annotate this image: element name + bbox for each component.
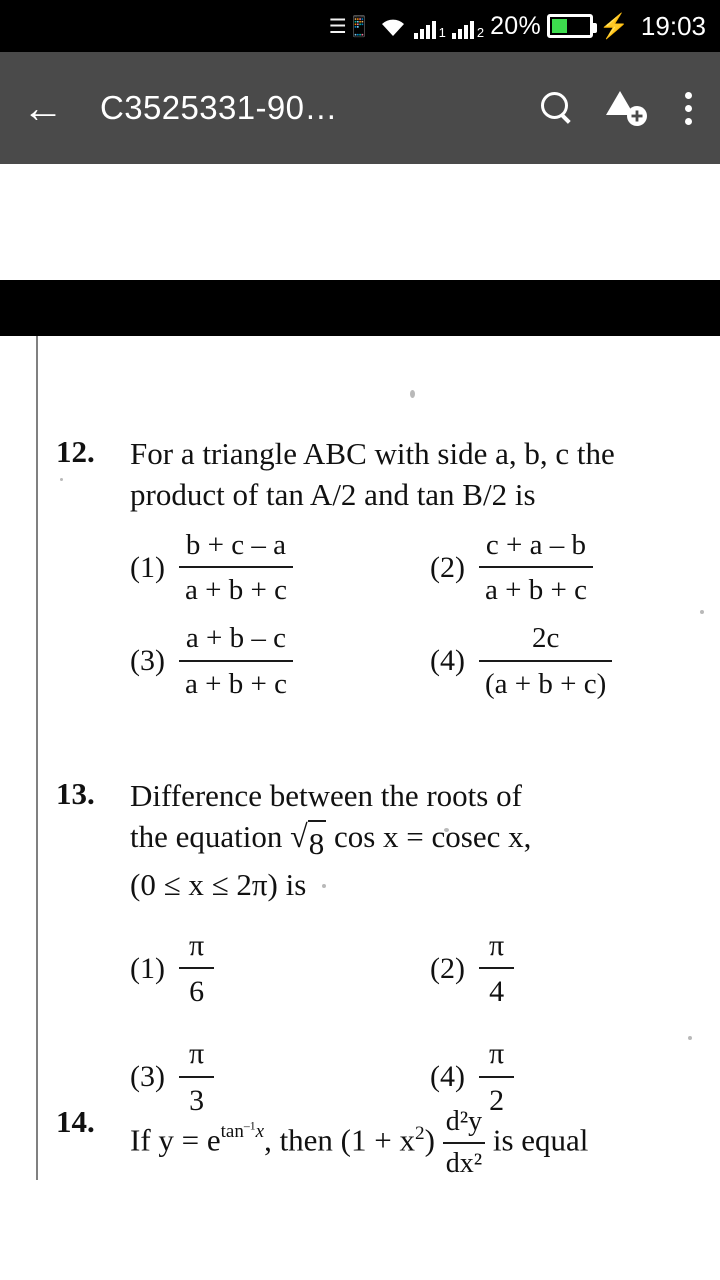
option-tag: (4) xyxy=(430,644,465,678)
fraction-denominator: a + b + c xyxy=(179,566,293,609)
battery-icon xyxy=(547,14,593,38)
radicand: 8 xyxy=(308,820,327,865)
fraction-numerator: π xyxy=(188,928,205,962)
exponent-fn: tan xyxy=(220,1120,244,1142)
fraction-denominator: a + b + c xyxy=(179,660,293,703)
fraction-denominator: 3 xyxy=(179,1076,214,1121)
question-stem-line: Difference between the roots of xyxy=(130,778,522,813)
option-row xyxy=(130,619,720,703)
vibrate-icon: ☰📱 xyxy=(328,16,372,38)
option-2[interactable] xyxy=(430,926,720,1012)
question-item xyxy=(56,776,712,1120)
fraction xyxy=(479,926,514,1012)
stem-text: ) xyxy=(424,1122,435,1158)
question-item xyxy=(56,434,712,703)
status-bar xyxy=(0,0,720,52)
question-stem-line xyxy=(130,1104,712,1180)
sim1-label: 1 xyxy=(438,25,446,40)
fraction-denominator: (a + b + c) xyxy=(479,660,612,703)
option-tag: (3) xyxy=(130,1060,165,1094)
stem-text: If y = e xyxy=(130,1122,221,1158)
add-to-drive-icon[interactable] xyxy=(603,89,649,127)
back-arrow-icon[interactable]: ← xyxy=(22,84,64,131)
fraction-numerator: 2c xyxy=(531,622,560,655)
sim2-label: 2 xyxy=(476,25,485,40)
fraction xyxy=(179,526,293,610)
fraction-numerator: a + b – c xyxy=(185,622,287,655)
page-top-margin xyxy=(0,164,720,280)
question-number: 13. xyxy=(56,776,95,811)
page-margin-rule xyxy=(36,336,38,1180)
option-tag: (1) xyxy=(130,550,165,584)
fraction-numerator: π xyxy=(488,1036,505,1070)
question-stem-line xyxy=(130,817,720,865)
fraction-denominator: 6 xyxy=(179,967,214,1012)
derivative-fraction xyxy=(443,1104,485,1180)
question-stem-line: (0 ≤ x ≤ 2π) is xyxy=(130,866,307,902)
fraction xyxy=(179,619,293,703)
fraction-numerator: b + c – a xyxy=(185,528,287,561)
option-1[interactable] xyxy=(130,526,430,610)
scan-speck xyxy=(410,390,415,398)
document-title: C3525331-90… xyxy=(100,89,338,126)
document-viewer[interactable] xyxy=(0,164,720,1280)
option-row xyxy=(130,926,720,1012)
option-3[interactable] xyxy=(130,619,430,703)
question-stem-line: For a triangle ABC with side a, b, c the xyxy=(130,436,615,471)
exponent-power: –1 xyxy=(243,1119,256,1133)
page-separator-band xyxy=(0,280,720,336)
fraction-numerator: π xyxy=(188,1036,205,1070)
fraction-denominator: 4 xyxy=(479,967,514,1012)
app-bar xyxy=(0,52,720,164)
option-1[interactable] xyxy=(130,926,430,1012)
question-item xyxy=(56,1104,712,1180)
more-options-icon[interactable] xyxy=(679,92,698,125)
wifi-icon xyxy=(378,13,408,39)
option-tag: (3) xyxy=(130,644,165,678)
question-number: 14. xyxy=(56,1104,95,1139)
stem-text: cos x = cosec x, xyxy=(333,818,532,854)
fraction xyxy=(479,619,612,703)
search-icon[interactable] xyxy=(539,91,573,125)
option-2[interactable] xyxy=(430,526,720,610)
fraction-denominator: 2 xyxy=(479,1076,514,1121)
option-tag: (4) xyxy=(430,1060,465,1094)
exponent-variable: x xyxy=(255,1120,265,1142)
option-tag: (1) xyxy=(130,952,165,986)
scanned-page xyxy=(0,336,720,1180)
question-number: 12. xyxy=(56,434,95,469)
fraction-numerator: d²y xyxy=(445,1106,483,1137)
fraction xyxy=(479,526,593,610)
fraction-denominator: dx² xyxy=(443,1142,485,1180)
signal-bars-sim2-icon xyxy=(452,13,484,39)
option-tag: (2) xyxy=(430,550,465,584)
stem-text: is equal xyxy=(492,1122,589,1158)
signal-bars-sim1-icon xyxy=(414,13,446,39)
exponent-expression xyxy=(221,1121,264,1142)
stem-superscript: 2 xyxy=(415,1123,425,1145)
fraction-denominator: a + b + c xyxy=(479,566,593,609)
battery-percent-label: 20% xyxy=(490,11,542,40)
fraction-numerator: π xyxy=(488,928,505,962)
fraction xyxy=(179,926,214,1012)
fraction-numerator: c + a – b xyxy=(485,528,587,561)
question-stem-line: product of tan A/2 and tan B/2 is xyxy=(130,476,536,512)
option-row xyxy=(130,526,720,610)
clock-label: 19:03 xyxy=(640,10,706,41)
option-tag: (2) xyxy=(430,952,465,986)
option-4[interactable] xyxy=(430,619,720,703)
stem-text: the equation xyxy=(130,818,283,854)
square-root: √ 8 xyxy=(290,820,326,865)
charging-bolt-icon: ⚡ xyxy=(599,12,629,40)
stem-text: , then (1 + x xyxy=(264,1122,415,1158)
